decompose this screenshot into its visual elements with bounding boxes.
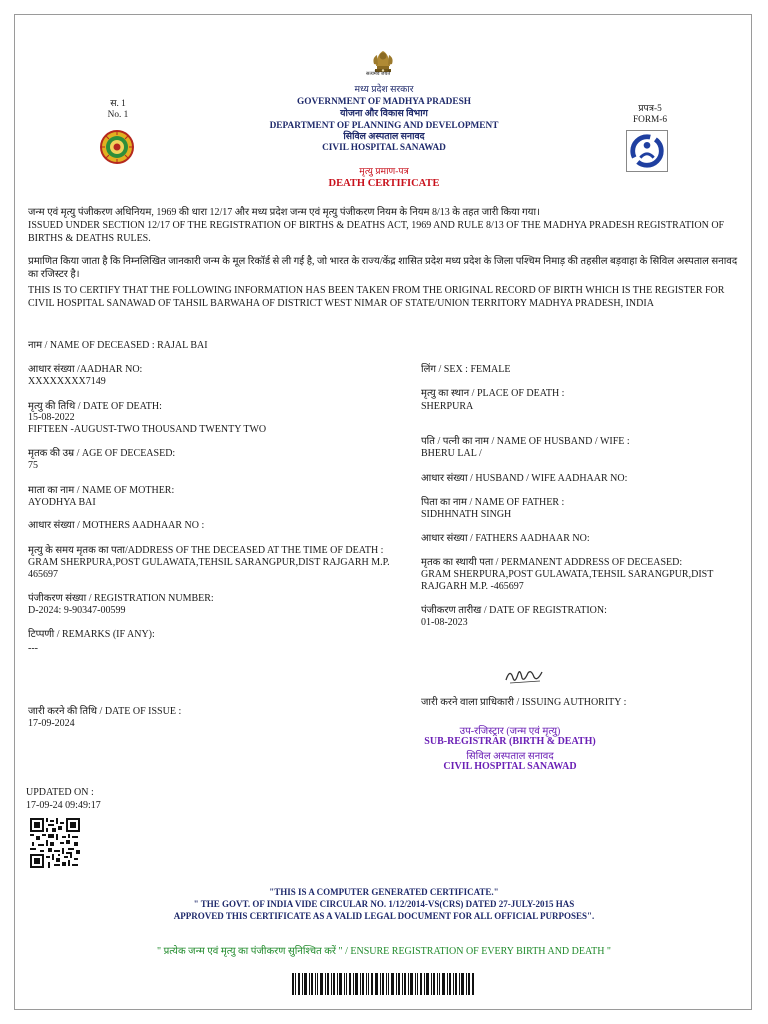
signature-icon [504,664,546,688]
authority-hospital: CIVIL HOSPITAL SANAWAD [443,761,577,772]
emblem-caption: सत्यमेव जयते [366,72,391,77]
deceased-name: नाम / NAME OF DECEASED : RAJAL BAI [28,340,208,351]
remarks-label: टिप्पणी / REMARKS (IF ANY): [28,629,155,640]
form-number-hindi: प्रपत्र-5 [638,104,662,114]
crs-logo-icon [626,130,668,172]
date-of-death-label: मृत्यु की तिथि / DATE OF DEATH: [28,401,162,412]
registration-number-label: पंजीकरण संख्या / REGISTRATION NUMBER: [28,593,214,604]
age-value: 75 [28,460,38,471]
mp-government-logo-icon [100,130,134,164]
address-value-line1: GRAM SHERPURA,POST GULAWATA,TEHSIL SARANGPUR,DIST RAJGARH M.P. [28,557,390,568]
certify-clause-hindi: प्रमाणित किया जाता है कि निम्नलिखित जानकारी जन्म के मूल रिकॉर्ड से ली गई है, जो भारत के राज्य/केंद्र शासित प्रदेश मध्य प्रदेश के जिला पश्चिम निमाड़ की तहसील बड़वाहा के सिविल अस्पताल सनावद का रजिस्टर है। [28,256,738,280]
barcode-icon [292,973,474,995]
government-title: GOVERNMENT OF MADHYA PRADESH [297,97,471,107]
aadhar-label: आधार संख्या /AADHAR NO: [28,364,143,375]
serial-number-hindi: स. 1 [110,99,126,109]
authority-title-hindi: उप-रजिस्ट्रार (जन्म एवं मृत्यु) [459,726,561,737]
registration-date-value: 01-08-2023 [421,617,468,628]
remarks-value: --- [28,643,38,654]
address-label: मृत्यु के समय मृतक का पता/ADDRESS OF THE DECEASED AT THE TIME OF DEATH : [28,545,384,556]
issuing-authority-label: जारी करने वाला प्राधिकारी / ISSUING AUTHORITY : [421,697,627,708]
father-name-value: SIDHHNATH SINGH [421,509,512,520]
department-title: DEPARTMENT OF PLANNING AND DEVELOPMENT [269,121,499,131]
husband-name-label: पति / पत्नी का नाम / NAME OF HUSBAND / WIFE : [421,436,630,447]
date-of-death-words: FIFTEEN -AUGUST-TWO THOUSAND TWENTY TWO [28,424,267,435]
circular-note-line2: APPROVED THIS CERTIFICATE AS A VALID LEGAL DOCUMENT FOR ALL OFFICIAL PURPOSES". [173,911,595,921]
place-of-death-value: SHERPURA [421,401,474,412]
updated-on-value: 17-09-24 09:49:17 [26,800,101,811]
government-hindi: मध्य प्रदेश सरकार [354,85,414,95]
hospital-hindi: सिविल अस्पताल सनावद [343,132,425,142]
computer-generated-note: "THIS IS A COMPUTER GENERATED CERTIFICATE." [269,887,499,897]
registration-slogan: " प्रत्येक जन्म एवं मृत्यु का पंजीकरण सुनिश्चित करें " / ENSURE REGISTRATION OF EVERY BIRTH AND DEATH " [157,946,611,957]
circular-note-line1: " THE GOVT. OF INDIA VIDE CIRCULAR NO. 1/12/2014-VS(CRS) DATED 27-JULY-2015 HAS [193,899,575,909]
date-of-death-value: 15-08-2022 [28,412,75,423]
date-of-issue-value: 17-09-2024 [28,718,75,729]
husband-aadhaar-label: आधार संख्या / HUSBAND / WIFE AADHAAR NO: [421,473,628,484]
certificate-title: DEATH CERTIFICATE [328,178,440,189]
permanent-address-line2: RAJGARH M.P. -465697 [421,581,524,592]
serial-number: No. 1 [107,110,129,120]
form-number: FORM-6 [632,115,668,125]
address-value-line2: 465697 [28,569,58,580]
mother-name-value: AYODHYA BAI [28,497,96,508]
mother-aadhaar-label: आधार संख्या / MOTHERS AADHAAR NO : [28,520,205,531]
date-of-issue-label: जारी करने की तिथि / DATE OF ISSUE : [28,706,182,717]
authority-hospital-hindi: सिविल अस्पताल सनावद [466,751,554,762]
registration-date-label: पंजीकरण तारीख / DATE OF REGISTRATION: [421,605,607,616]
department-hindi: योजना और विकास विभाग [340,109,428,119]
age-label: मृतक की उम्र / AGE OF DECEASED: [28,448,176,459]
qr-code-icon [30,818,80,868]
authority-title: SUB-REGISTRAR (BIRTH & DEATH) [424,736,596,747]
aadhar-value: XXXXXXXX7149 [28,376,106,387]
place-of-death-label: मृत्यु का स्थान / PLACE OF DEATH : [421,388,565,399]
mother-name-label: माता का नाम / NAME OF MOTHER: [28,485,175,496]
sex-field: लिंग / SEX : FEMALE [421,364,511,375]
registration-number-value: D-2024: 9-90347-00599 [28,605,126,616]
updated-on-label: UPDATED ON : [26,787,94,798]
husband-name-value: BHERU LAL / [421,448,482,459]
issue-clause-hindi: जन्म एवं मृत्यु पंजीकरण अधिनियम, 1969 की धारा 12/17 और मध्य प्रदेश जन्म एवं मृत्यु पंजीकरण नियम के नियम 8/13 के तहत जारी किया गया। [28,207,540,218]
certify-clause: THIS IS TO CERTIFY THAT THE FOLLOWING INFORMATION HAS BEEN TAKEN FROM THE ORIGINAL RECORD OF BIRTH WHICH IS THE REGISTER FOR CIVIL HOSPITAL SANAWAD OF TAHSIL BARWAHA OF DISTRICT WEST NIMAR OF STATE/UNION TERRITORY MADHYA PRADESH, INDIA [28,285,725,309]
permanent-address-line1: GRAM SHERPURA,POST GULAWATA,TEHSIL SARANGPUR,DIST [421,569,714,580]
issue-clause: ISSUED UNDER SECTION 12/17 OF THE REGISTRATION OF BIRTHS & DEATHS ACT, 1969 AND RULE 8/13 OF THE MADHYA PRADESH REGISTRATION OF BIRTHS & DEATHS RULES. [28,220,725,244]
father-aadhaar-label: आधार संख्या / FATHERS AADHAAR NO: [421,533,590,544]
permanent-address-label: मृतक का स्थायी पता / PERMANENT ADDRESS OF DECEASED: [421,557,683,568]
father-name-label: पिता का नाम / NAME OF FATHER : [421,497,565,508]
certificate-title-hindi: मृत्यु प्रमाण-पत्र [359,167,409,177]
hospital-title: CIVIL HOSPITAL SANAWAD [322,143,446,153]
